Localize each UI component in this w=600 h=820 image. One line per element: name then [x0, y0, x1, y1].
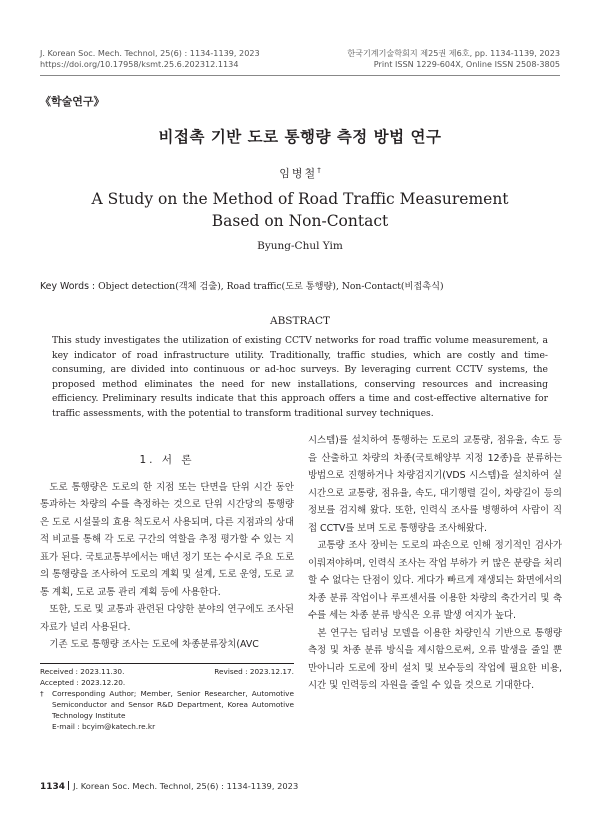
corresponding-author-note: [40, 688, 294, 721]
body-paragraph: 또한, 도로 및 교통과 관련된 다양한 분야의 연구에도 조사된 자료가 널리 사용된다.: [40, 604, 294, 633]
body-column-left: [40, 452, 294, 654]
doi-link[interactable]: https://doi.org/10.17958/ksmt.25.6.202312.1134: [40, 59, 239, 69]
footer-separator: [68, 781, 69, 790]
abstract-text: This study investigates the utilization of existing CCTV networks for road traffic volume measurement, a key indicator of road infrastructure utility. Traditionally, traffic studies, which are costly and time-consuming, are divided into continuous or ad-hoc surveys. By leveraging current CCTV systems, the proposed method eliminates the need for new installations, conserving resources and increasing efficiency. Preliminary results indicate that this approach offers a time and cost-effective alternative for traffic assessments, with the potential to transform traditional survey techniques.: [52, 335, 548, 419]
corresponding-author-text: Corresponding Author; Member, Senior Researcher, Automotive Semiconductor and Sensor R&D Department, Korea Automotive Technology Institute: [52, 689, 294, 720]
title-english-line1: A Study on the Method of Road Traffic Measurement: [91, 190, 509, 208]
corresponding-mark: †: [317, 166, 321, 175]
keywords: [40, 278, 444, 292]
body-paragraph: 시스템)를 설치하여 통행하는 도로의 교통량, 점유율, 속도 등을 산출하고 차량의 차종(국토해양부 지정 12종)을 분류하는 방법으로 진행하거나 차량검지기(VDS 시스템)을 설치하여 실시간으로 교통량, 점유율, 속도, 대기행렬 길이, 차량길이 등의 정보를 검지해 왔다. 또한, 인력식 조사를 병행하여 사람이 직접 CCTV를 보며 도로 통행량을 조사해왔다.: [308, 435, 562, 534]
author-korean: [40, 165, 560, 181]
footnote-divider: [40, 663, 294, 664]
section-heading-introduction: 1. 서 론: [139, 454, 195, 466]
title-korean: 비접촉 기반 도로 통행량 측정 방법 연구: [158, 128, 442, 146]
author-korean-name: 임병철: [279, 167, 318, 180]
body-paragraph: 도로 통행량은 도로의 한 지점 또는 단면을 단위 시간 동안 통과하는 차량의 수를 측정하는 것으로 단위 시간당의 통행량은 도로 시설물의 효용 척도로서 사용되며, 다른 지점과의 상대적 비교를 통해 각 도로 구간의 역할을 추정 평가할 수 있는 지표가 된다. 국토교통부에서는 매년 정기 또는 수시로 주요 도로의 통행량을 조사하여 도로의 계획 및 설계, 도로 운영, 도로 교통 계획, 도로 교통 관리 계획 등에 사용한다.: [40, 481, 294, 598]
received-revised-row: [40, 666, 294, 677]
issn-info: Print ISSN 1229-604X, Online ISSN 2508-3805: [373, 59, 560, 69]
journal-header-left: [40, 48, 260, 70]
dagger-mark: †: [40, 689, 44, 698]
footnote: [40, 666, 294, 732]
body-paragraph: 본 연구는 딥러닝 모델을 이용한 차량인식 기반으로 통행량 측정 및 차종 분류 방식을 제시함으로써, 오류 발생을 줄일 뿐만아니라 도로에 장비 설치 및 보수등의 작업에 필요한 비용, 시간 및 인력등의 자원을 줄일 수 있을 것으로 기대한다.: [308, 627, 562, 691]
keywords-label: Key Words :: [40, 281, 99, 292]
accepted-date: Accepted : 2023.12.20.: [40, 678, 126, 687]
abstract-title: ABSTRACT: [269, 315, 331, 327]
body-paragraph: 교통량 조사 장비는 도로의 파손으로 인해 정기적인 검사가 이뤄져야하며, 인력식 조사는 작업 부하가 커 많은 분량을 처리할 수 없다는 단점이 있다. 게다가 빠르게 재생되는 화면에서의 차종 분류 작업이나 루프센서를 이용한 차량의 축간거리 및 축수를 세는 차종 분류 방식은 오류 발생 여지가 높다.: [308, 540, 562, 621]
received-date: Received : 2023.11.30.: [40, 667, 125, 676]
author-email[interactable]: E-mail : bcyim@katech.re.kr: [52, 722, 156, 731]
page-footer: [40, 781, 298, 792]
page-number: 1134: [40, 782, 66, 792]
footer-journal-citation: J. Korean Soc. Mech. Technol, 25(6) : 1134-1139, 2023: [73, 781, 299, 791]
journal-header-right: [347, 48, 560, 70]
title-english: [40, 188, 560, 232]
body-paragraph: 기존 도로 통행량 조사는 도로에 차종분류장치(AVC: [49, 639, 259, 650]
journal-citation-korean: 한국기계기술학회지 제25권 제6호, pp. 1134-1139, 2023: [347, 48, 560, 58]
author-english: Byung-Chul Yim: [257, 240, 343, 252]
keywords-value: Object detection(객체 검출), Road traffic(도로 통행량), Non-Contact(비접촉식): [98, 281, 444, 292]
title-english-line2: Based on Non-Contact: [211, 212, 389, 230]
revised-date: Revised : 2023.12.17.: [214, 667, 294, 676]
journal-citation: J. Korean Soc. Mech. Technol, 25(6) : 1134-1139, 2023: [40, 48, 260, 58]
body-column-right: [308, 432, 562, 695]
header-divider: [40, 75, 560, 76]
article-category: 《학술연구》: [40, 95, 105, 108]
